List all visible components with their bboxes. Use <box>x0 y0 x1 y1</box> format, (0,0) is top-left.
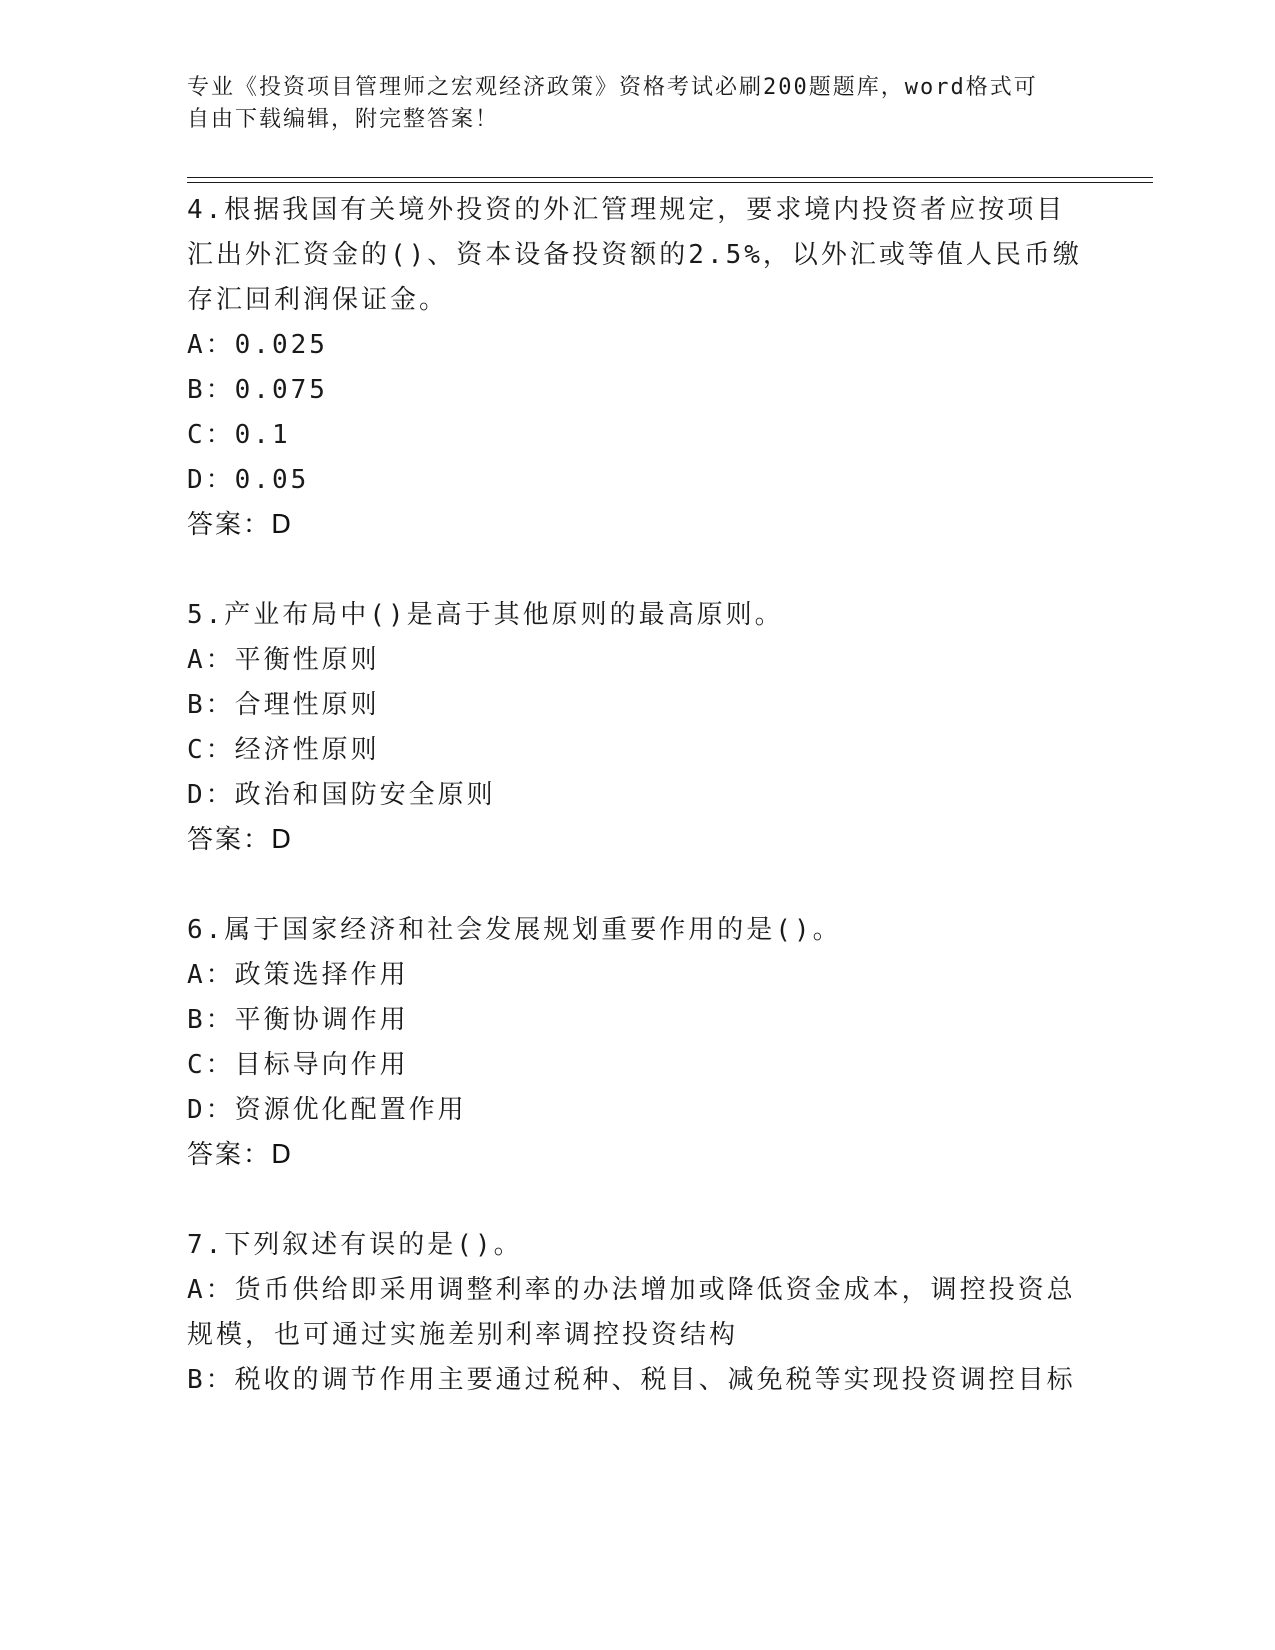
option-d: D：政治和国防安全原则 <box>187 780 496 810</box>
option-a: A：政策选择作用 <box>187 960 409 990</box>
question-stem-line: 4.根据我国有关境外投资的外汇管理规定，要求境内投资者应按项目 <box>187 195 1066 225</box>
question-spacer <box>187 863 1087 908</box>
option-a-continued: 规模，也可通过实施差别利率调控投资结构 <box>187 1320 739 1350</box>
header-line-1: 专业《投资项目管理师之宏观经济政策》资格考试必刷200题题库，word格式可 <box>187 75 1038 100</box>
option-b: B：0.075 <box>187 375 328 405</box>
option-c: C：目标导向作用 <box>187 1050 409 1080</box>
option-b: B：税收的调节作用主要通过税种、税目、减免税等实现投资调控目标 <box>187 1365 1076 1395</box>
option-c: C：经济性原则 <box>187 735 380 765</box>
question-stem-line: 5.产业布局中()是高于其他原则的最高原则。 <box>187 600 784 630</box>
option-d: D：资源优化配置作用 <box>187 1095 467 1125</box>
option-a: A：平衡性原则 <box>187 645 380 675</box>
question-6 <box>187 908 1087 1178</box>
answer-line: 答案：D <box>187 1140 294 1170</box>
option-d: D：0.05 <box>187 465 310 495</box>
question-stem-line: 汇出外汇资金的()、资本设备投资额的2.5%，以外汇或等值人民币缴 <box>187 240 1082 270</box>
question-7 <box>187 1223 1087 1403</box>
question-list <box>187 188 1087 1403</box>
question-5 <box>187 593 1087 863</box>
answer-line: 答案：D <box>187 825 294 855</box>
option-c: C：0.1 <box>187 420 291 450</box>
question-4 <box>187 188 1087 548</box>
document-header <box>187 72 1087 136</box>
header-rule-top <box>187 177 1153 178</box>
question-spacer <box>187 1178 1087 1223</box>
question-stem-line: 存汇回利润保证金。 <box>187 285 449 315</box>
question-stem-line: 6.属于国家经济和社会发展规划重要作用的是()。 <box>187 915 842 945</box>
option-a: A：0.025 <box>187 330 328 360</box>
option-b: B：合理性原则 <box>187 690 380 720</box>
question-stem-line: 7.下列叙述有误的是()。 <box>187 1230 523 1260</box>
option-b: B：平衡协调作用 <box>187 1005 409 1035</box>
option-a: A：货币供给即采用调整利率的办法增加或降低资金成本，调控投资总 <box>187 1275 1076 1305</box>
answer-line: 答案：D <box>187 510 294 540</box>
question-spacer <box>187 548 1087 593</box>
header-rule-bottom <box>187 182 1153 183</box>
header-line-2: 自由下载编辑，附完整答案！ <box>187 107 500 132</box>
